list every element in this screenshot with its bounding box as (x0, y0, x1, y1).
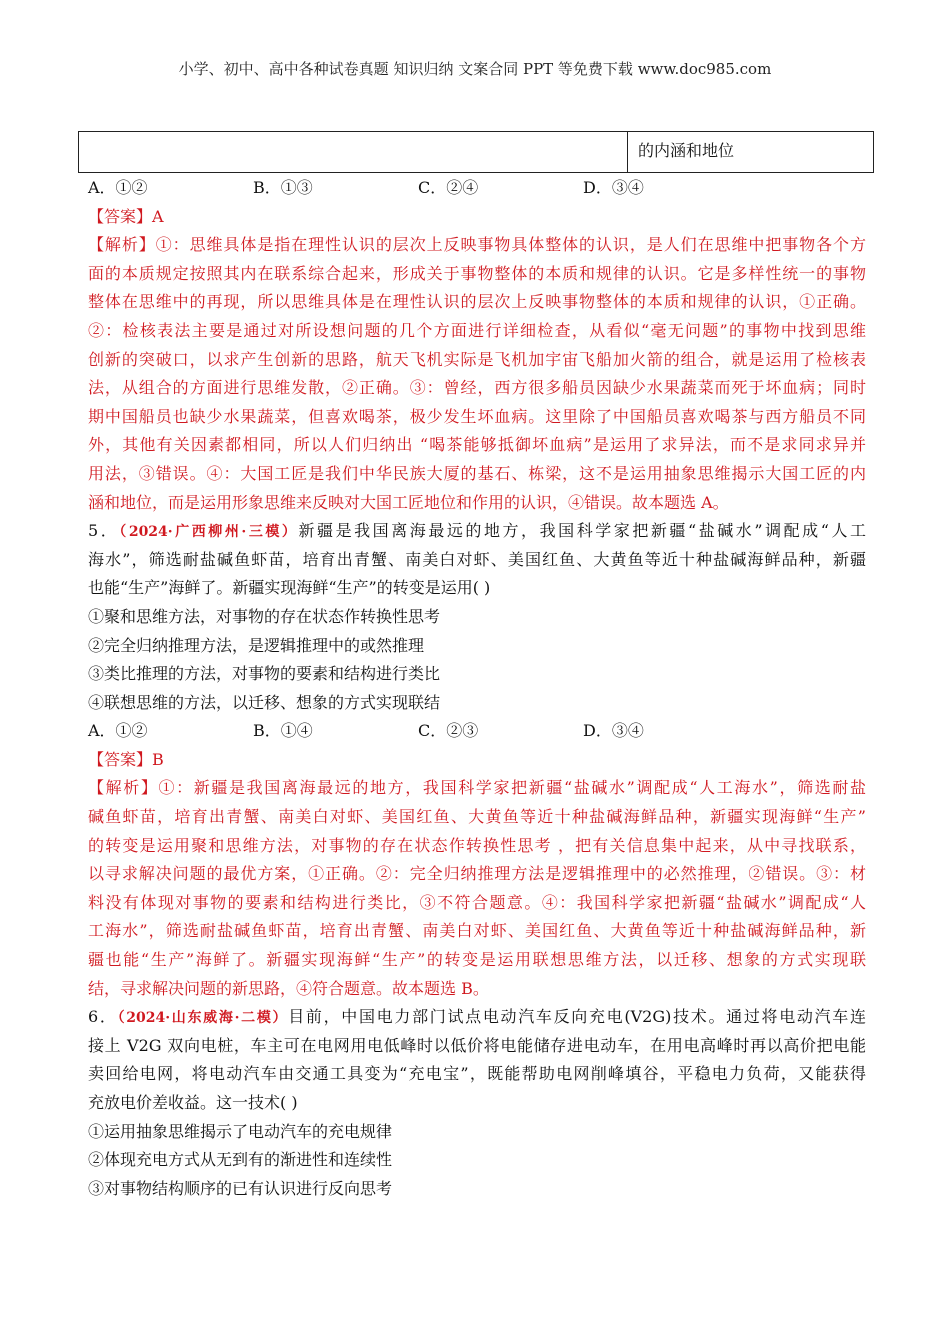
q5-statement: ③类比推理的方法，对事物的要素和结构进行类比 (88, 664, 441, 684)
q5-analysis-line: 以寻求解决问题的最优方案，①正确。②：完全归纳推理方法是逻辑推理中的必然推理，②错误。③：材 (88, 864, 866, 884)
q5-source: （2024·广西柳州·三模） (119, 524, 299, 541)
q6-number: 6． (88, 1007, 118, 1027)
q4-option-b: B．①③ (253, 178, 313, 197)
q5-stem-line: 也能“生产”海鲜了。新疆实现海鲜“生产”的转变是运用( ) (88, 578, 491, 598)
q6-stem-line: 接上 V2G 双向电桩，车主可在电网用电低峰时以低价将电能储存进电动车，在用电高峰时再以高价把电能 (88, 1035, 866, 1055)
q4-analysis-line: 外，其他有关因素都相同，所以人们归纳出 “喝茶能够抵御坏血病”是运用了求异法，而不是求同求异并 (88, 435, 866, 455)
q4-option-a: A．①② (88, 178, 148, 197)
q6-statement: ①运用抽象思维揭示了电动汽车的充电规律 (88, 1121, 393, 1141)
q4-analysis-line: 【解析】①：思维具体是指在理性认识的层次上反映事物具体整体的认识，是人们在思维中把事物各个方 (88, 235, 866, 255)
q5-option-d: D．③④ (583, 721, 644, 741)
table-cell-empty (79, 132, 628, 172)
q5-analysis-line: 工海水”，筛选耐盐碱鱼虾苗，培育出青蟹、南美白对虾、美国红鱼、大黄鱼等近十种盐碱海鲜品种，新 (88, 921, 866, 941)
q5-option-b: B．①④ (253, 721, 313, 741)
q5-analysis-line: 的转变是运用聚和思维方法，对事物的存在状态作转换性思考 ，把有关信息集中起来，从中寻找联系， (88, 835, 866, 855)
q5-analysis-line: 结，寻求解决问题的新思路，④符合题意。故本题选 B。 (88, 978, 489, 998)
q5-analysis-line: 碱鱼虾苗，培育出青蟹、南美白对虾、美国红鱼、大黄鱼等近十种盐碱海鲜品种，新疆实现海鲜“生产” (88, 807, 866, 827)
q6-stem-line: 卖回给电网，将电动汽车由交通工具变为“充电宝”，既能帮助电网削峰填谷，平稳电力负荷，又能获得 (88, 1064, 866, 1084)
q5-analysis-line: 【解析】①：新疆是我国离海最远的地方，我国科学家把新疆“盐碱水”调配成“人工海水”，筛选耐盐 (88, 778, 866, 798)
page-header: 小学、初中、高中各种试卷真题 知识归纳 文案合同 PPT 等免费下载 www.doc985.com (178, 60, 772, 78)
q5-answer: 【答案】B (88, 749, 164, 769)
q5-option-c: C．②③ (418, 721, 479, 741)
table-fragment (78, 131, 874, 173)
q4-analysis-line: 涵和地位，而是运用形象思维来反映对大国工匠地位和作用的认识，④错误。故本题选 A。 (88, 492, 729, 512)
q5-statement: ①聚和思维方法，对事物的存在状态作转换性思考 (88, 606, 441, 626)
q6-statement: ②体现充电方式从无到有的渐进性和连续性 (88, 1150, 393, 1170)
q4-option-c: C．②④ (418, 178, 479, 197)
q5-statement: ②完全归纳推理方法，是逻辑推理中的或然推理 (88, 635, 425, 655)
q4-option-d: D．③④ (583, 178, 644, 197)
page-content (88, 174, 866, 1203)
q5-statement: ④联想思维的方法，以迁移、想象的方式实现联结 (88, 692, 441, 712)
q4-options (88, 174, 866, 203)
q6-stem-first-line (88, 1003, 866, 1032)
q4-analysis-line: 面的本质规定按照其内在联系综合起来，形成关于事物整体的本质和规律的认识。它是多样性统一的事物 (88, 263, 866, 283)
q5-analysis-line: 疆也能“生产”海鲜了。新疆实现海鲜“生产”的转变是运用联想思维方法，以迁移、想象的方式实现联 (88, 950, 866, 970)
q5-number: 5． (88, 521, 120, 541)
q5-stem-text: 新疆是我国离海最远的地方，我国科学家把新疆“盐碱水”调配成“人工 (298, 521, 867, 541)
q4-answer: 【答案】A (88, 206, 164, 226)
q6-source: （2024·山东威海·二模） (117, 1010, 289, 1027)
q6-stem-text: 目前，中国电力部门试点电动汽车反向充电(V2G)技术。通过将电动汽车连 (288, 1007, 866, 1027)
q5-stem-first-line (88, 517, 866, 546)
table-cell-text: 的内涵和地位 (638, 141, 735, 160)
q5-analysis-line: 料没有体现对事物的要素和结构进行类比，③不符合题意。④：我国科学家把新疆“盐碱水”调配成“人 (88, 892, 866, 912)
q5-options (88, 717, 866, 746)
q5-option-a: A．①② (88, 721, 148, 741)
q4-analysis-line: 整体在思维中的再现，所以思维具体是在理性认识的层次上反映事物整体的本质和规律的认识，①正确。 (88, 292, 866, 312)
q4-analysis-line: 创新的突破口，以求产生创新的思路，航天飞机实际是飞机加宇宙飞船加火箭的组合，就是运用了检核表 (88, 349, 866, 369)
q4-analysis-line: ②：检核表法主要是通过对所设想问题的几个方面进行详细检查，从看似“毫无问题”的事物中找到思维 (88, 320, 866, 340)
q4-analysis-line: 法，从组合的方面进行思维发散，②正确。③：曾经，西方很多船员因缺少水果蔬菜而死于坏血病；同时 (88, 378, 866, 398)
q6-stem-line: 充放电价差收益。这一技术( ) (88, 1093, 298, 1112)
q5-stem-line: 海水”，筛选耐盐碱鱼虾苗，培育出青蟹、南美白对虾、美国红鱼、大黄鱼等近十种盐碱海鲜品种，新疆 (88, 549, 866, 569)
q4-analysis-line: 期中国船员也缺少水果蔬菜，但喜欢喝茶，极少发生坏血病。这里除了中国船员喜欢喝茶与西方船员不同 (88, 406, 866, 426)
q4-analysis-line: 用法，③错误。④：大国工匠是我们中华民族大厦的基石、栋梁，这不是运用抽象思维揭示大国工匠的内 (88, 463, 866, 483)
q6-statement: ③对事物结构顺序的已有认识进行反向思考 (88, 1178, 393, 1198)
